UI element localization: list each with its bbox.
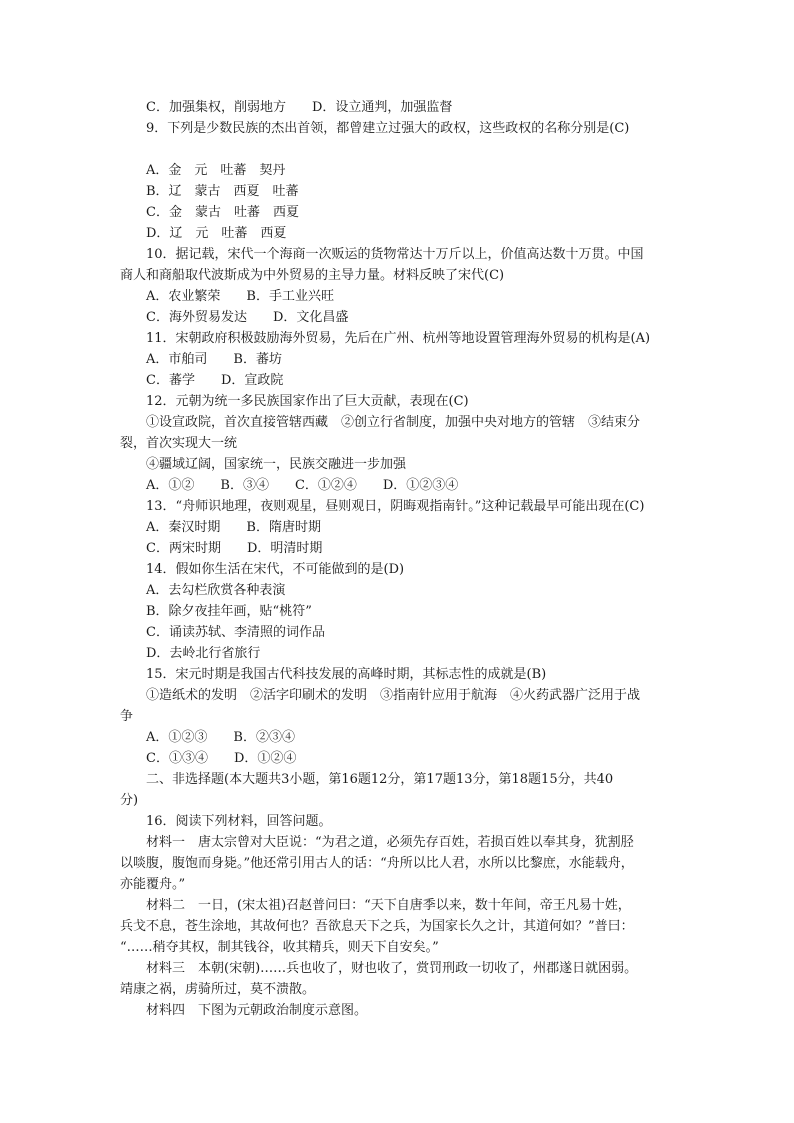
- q9-option-b: B．辽 蒙古 西夏 吐蕃: [146, 184, 299, 199]
- question-10: 10．据记载，宋代一个海商一次贩运的货物常达十万斤以上，价值高达数十万贯。中国: [146, 247, 644, 262]
- q13-options-cd: C．两宋时期 D．明清时期: [146, 541, 323, 556]
- option-line: C．加强集权，削弱地方 D．设立通判，加强监督: [146, 100, 453, 115]
- q15-options-cd: C．①③④ D．①②④: [146, 751, 297, 766]
- q12-statements: ①设宣政院，首次直接管辖西藏 ②创立行省制度，加强中央对地方的管辖 ③结束分: [146, 415, 641, 430]
- material-1: 材料一 唐太宗曾对大臣说：“为君之道，必须先存百姓，若损百姓以奉其身，犹割胫: [146, 835, 634, 850]
- q12-options: A．①② B．③④ C．①②④ D．①②③④: [146, 478, 459, 493]
- material-4: 材料四 下图为元朝政治制度示意图。: [146, 1003, 368, 1018]
- q10-options-ab: A．农业繁荣 B．手工业兴旺: [146, 289, 334, 304]
- material-2: 材料二 一日，(宋太祖)召赵普问曰：“天下自唐季以来，数十年间，帝王凡易十姓，: [146, 898, 631, 913]
- question-13: 13．“舟师识地理，夜则观星，昼则观日，阴晦观指南针。”这种记载最早可能出现在(C): [146, 499, 645, 514]
- q14-option-b: B．除夕夜挂年画，贴“桃符”: [146, 604, 312, 619]
- q13-options-ab: A．秦汉时期 B．隋唐时期: [146, 520, 321, 535]
- q15-statements: ①造纸术的发明 ②活字印刷术的发明 ③指南针应用于航海 ④火药武器广泛用于战: [146, 688, 641, 703]
- q14-option-a: A．去勾栏欣赏各种表演: [146, 583, 286, 598]
- question-9: 9．下列是少数民族的杰出首领，都曾建立过强大的政权，这些政权的名称分别是(C): [146, 121, 630, 136]
- question-15: 15．宋元时期是我国古代科技发展的高峰时期，其标志性的成就是(B): [146, 667, 547, 682]
- question-14: 14．假如你生活在宋代，不可能做到的是(D): [146, 562, 405, 577]
- blank-line: [120, 139, 680, 160]
- material-1-cont: 以啖腹，腹饱而身毙。”他还常引用古人的话：“舟所以比人君，水所以比黎庶，水能载舟，: [120, 856, 634, 871]
- material-3-cont: 靖康之祸，虏骑所过，莫不溃散。: [120, 982, 316, 997]
- question-16: 16．阅读下列材料，回答问题。: [146, 814, 332, 829]
- q12-statement-4: ④疆域辽阔，国家统一，民族交融进一步加强: [146, 457, 407, 472]
- question-12: 12．元朝为统一多民族国家作出了巨大贡献，表现在(C): [146, 394, 469, 409]
- material-1-cont: 亦能覆舟。”: [120, 877, 186, 892]
- q9-option-a: A．金 元 吐蕃 契丹: [146, 163, 286, 178]
- material-2-cont: “……稍夺其权，制其钱谷，收其精兵，则天下自安矣。”: [120, 940, 439, 955]
- q15-options-ab: A．①②③ B．②③④: [146, 730, 295, 745]
- section-heading: 二、非选择题(本大题共3小题，第16题12分，第17题13分，第18题15分，共40: [146, 772, 614, 787]
- q9-option-d: D．辽 元 吐蕃 西夏: [146, 226, 287, 241]
- q12-statements-cont: 裂，首次实现大一统: [120, 436, 238, 451]
- q11-options-cd: C．蕃学 D．宣政院: [146, 373, 284, 388]
- section-heading-cont: 分): [120, 793, 139, 808]
- q11-options-ab: A．市舶司 B．蕃坊: [146, 352, 282, 367]
- material-3: 材料三 本朝(宋朝)……兵也收了，财也收了，赏罚刑政一切收了，州郡遂日就困弱。: [146, 961, 638, 976]
- q15-statements-cont: 争: [120, 709, 134, 724]
- question-11: 11．宋朝政府积极鼓励海外贸易，先后在广州、杭州等地设置管理海外贸易的机构是(A): [146, 331, 651, 346]
- document-page: [120, 97, 680, 1021]
- q14-option-c: C．诵读苏轼、李清照的词作品: [146, 625, 325, 640]
- q9-option-c: C．金 蒙古 吐蕃 西夏: [146, 205, 299, 220]
- material-2-cont: 兵戈不息，苍生涂地，其故何也？吾欲息天下之兵，为国家长久之计，其道何如？”普曰：: [120, 919, 634, 934]
- question-10-cont: 商人和商船取代波斯成为中外贸易的主导力量。材料反映了宋代(C): [120, 268, 505, 283]
- q10-options-cd: C．海外贸易发达 D．文化昌盛: [146, 310, 349, 325]
- q14-option-d: D．去岭北行省旅行: [146, 646, 261, 661]
